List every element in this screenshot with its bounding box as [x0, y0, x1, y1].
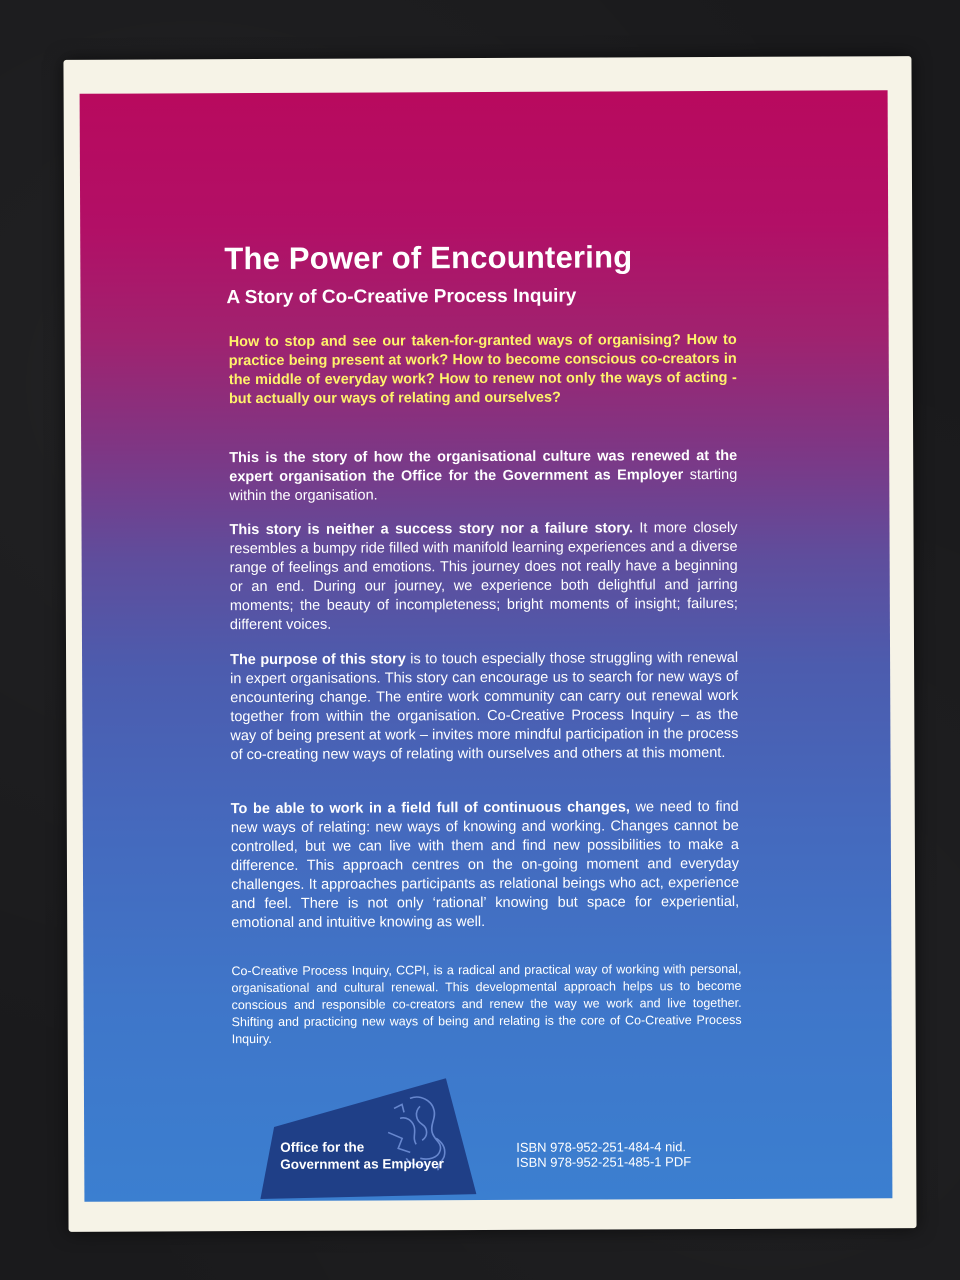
purpose-rest: is to touch especially those struggling with renewal in expert organisations. This story can encourage us to search for new ways of encountering change. The entire work community can carry out renewal work together from within the organisation. Co-Creative Process Inquiry – as the way of being present at work – invites more mindful participation in the process of co-creating new ways of relating with ourselves and others at this moment. — [230, 649, 739, 764]
story-paragraph-rest: starting within the organisation. — [229, 466, 738, 505]
neither-success-lead: This story is neither a success story nor a failure story. — [229, 520, 634, 539]
intro-questions: How to stop and see our taken-for-granted ways of organising? How to practice being present at work? How to become conscious co-creators in the middle of everyday work? How to renew not only the ways of acting - but actually our ways of relating and ourselves? — [228, 331, 737, 408]
changes-lead: To be able to work in a field full of continuous changes, — [230, 799, 630, 818]
ccpi-description: Co-Creative Process Inquiry, CCPI, is a radical and practical way of working with personal, organisational and cultural renewal. This developmental approach helps us to become conscious and responsible co-creators and renew the way we work and live together. Shifting and practicing new ways of being and relating is the core of Co-Creative Process Inquiry. — [231, 961, 742, 1047]
isbn-block — [516, 1139, 691, 1170]
story-paragraph — [229, 447, 737, 506]
book-subtitle: A Story of Co-Creative Process Inquiry — [226, 285, 577, 309]
publisher-name — [280, 1138, 444, 1173]
changes-rest: we need to find new ways of relating: new ways of knowing and working. Changes cannot be controlled, but we can live with them and find new possibilities to make a difference. This approach centres on the on-going moment and everyday challenges. It approaches participants as relational beings who act, experience and feel. There is not only ‘rational’ knowing but space for experiential, emotional and intuitive knowing as well. — [230, 798, 740, 932]
neither-success-paragraph — [229, 519, 737, 635]
book-title: The Power of Encountering — [224, 239, 633, 277]
cover-panel — [80, 90, 893, 1202]
story-paragraph-bold: This is the story of how the organisational culture was renewed at the expert organisation the Office for the Government as Employer — [229, 447, 738, 486]
changes-paragraph — [231, 798, 740, 933]
publisher-line-1: Office for the — [280, 1139, 365, 1155]
neither-success-rest: It more closely resembles a bumpy ride filled with manifold learning experiences and a diverse range of feelings and emotions. This journey does not really have a beginning or an end. During our journey, we experience both delightful and jarring moments; the beauty of incompleteness; bright moments of insight; failures; different voices. — [229, 519, 738, 634]
isbn-print: ISBN 978-952-251-484-4 nid. — [516, 1139, 687, 1155]
purpose-paragraph — [230, 649, 738, 765]
purpose-lead: The purpose of this story — [230, 651, 406, 669]
isbn-pdf: ISBN 978-952-251-485-1 PDF — [516, 1154, 692, 1170]
publisher-line-2: Government as Employer — [280, 1156, 444, 1172]
book-back-cover — [63, 56, 916, 1232]
